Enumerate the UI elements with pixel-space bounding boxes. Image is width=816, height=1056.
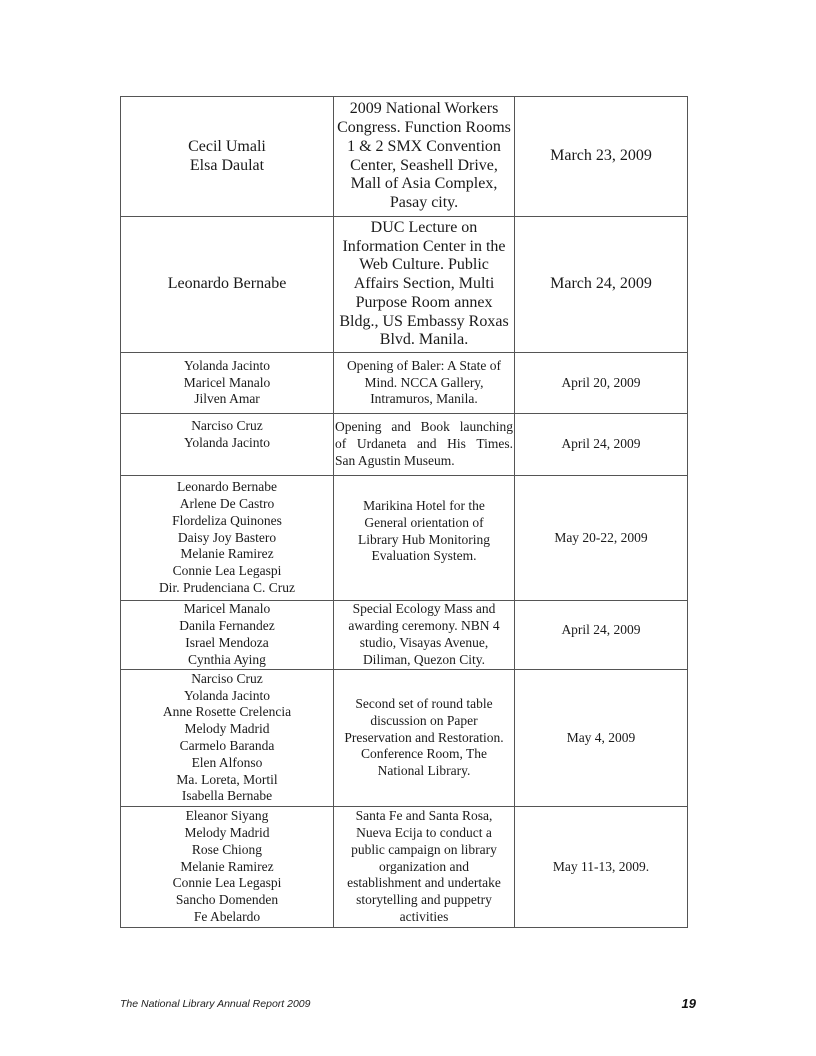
table-row: [121, 414, 688, 476]
event-line: Affairs Section, Multi: [353, 275, 495, 293]
table-row: [121, 601, 688, 670]
event-line: storytelling and puppetry: [356, 892, 492, 908]
participant-name: Leonardo Bernabe: [176, 479, 278, 495]
event-line: Santa Fe and Santa Rosa,: [355, 808, 493, 824]
table-row: [121, 217, 688, 353]
participant-name: Flordeliza Quinones: [172, 512, 282, 528]
participant-name: Melanie Ramirez: [180, 858, 274, 874]
event-line: Center, Seashell Drive,: [350, 156, 498, 174]
participant-name: Elen Alfonso: [191, 754, 263, 770]
event-cell: [334, 476, 515, 601]
event-line: DUC Lecture on: [370, 219, 478, 237]
event-line: Bldg., US Embassy Roxas: [339, 312, 509, 330]
table-row: [121, 353, 688, 414]
event-line: discussion on Paper: [370, 712, 478, 728]
participants-cell: [121, 476, 334, 601]
event-line: Opening and Book launching: [335, 419, 513, 435]
participant-name: Cecil Umali: [188, 137, 266, 155]
participants-cell: [121, 217, 334, 353]
participant-name: Isabella Bernabe: [181, 788, 273, 804]
date-cell: May 11-13, 2009.: [515, 807, 688, 928]
participants-cell: [121, 601, 334, 670]
date-cell: March 24, 2009: [515, 217, 688, 353]
participant-name: Dir. Prudenciana C. Cruz: [158, 579, 296, 595]
event-line: Opening of Baler: A State of: [346, 357, 502, 373]
participant-name: Arlene De Castro: [179, 496, 275, 511]
participant-name: Israel Mendoza: [185, 635, 269, 650]
event-line: 1 & 2 SMX Convention: [347, 137, 501, 155]
participants-cell: [121, 97, 334, 217]
event-line: Evaluation System.: [371, 548, 477, 564]
event-line: Nueva Ecija to conduct a: [356, 825, 492, 840]
date-cell: April 24, 2009: [515, 601, 688, 670]
event-line: Preservation and Restoration.: [344, 729, 504, 745]
participant-name: Anne Rosette Crelencia: [162, 704, 292, 720]
participant-name: Carmelo Baranda: [179, 738, 275, 753]
event-cell: [334, 97, 515, 217]
event-line: Blvd. Manila.: [379, 331, 469, 349]
date-cell: April 24, 2009: [515, 414, 688, 476]
event-line: Special Ecology Mass and: [352, 601, 496, 617]
table-row: [121, 670, 688, 807]
event-line: studio, Visayas Avenue,: [359, 635, 489, 650]
activities-table: [120, 96, 688, 928]
event-line: organization and: [378, 858, 470, 874]
event-line: 2009 National Workers: [349, 100, 499, 118]
event-line: activities: [399, 908, 449, 924]
table-row: [121, 476, 688, 601]
event-line: Information Center in the: [342, 237, 506, 255]
participant-name: Melody Madrid: [184, 721, 270, 737]
event-line: Library Hub Monitoring: [358, 531, 490, 547]
date-cell: April 20, 2009: [515, 353, 688, 414]
page-number: 19: [681, 996, 696, 1011]
participant-name: Yolanda Jacinto: [184, 687, 270, 703]
participant-name: Melody Madrid: [184, 825, 270, 840]
event-line: Marikina Hotel for the: [363, 498, 485, 513]
event-line: Second set of round table: [355, 696, 493, 711]
event-line: public campaign on library: [351, 841, 497, 857]
participant-name: Narciso Cruz: [191, 418, 263, 433]
event-line: Mall of Asia Complex,: [350, 175, 498, 193]
participants-cell: [121, 807, 334, 928]
event-line: Purpose Room annex: [355, 293, 493, 311]
event-line: Pasay city.: [389, 193, 459, 211]
participant-name: Fe Abelardo: [193, 908, 261, 924]
date-cell: May 20-22, 2009: [515, 476, 688, 601]
event-cell: [334, 217, 515, 353]
participant-name: Maricel Manalo: [183, 601, 271, 617]
participant-name: Cynthia Aying: [188, 651, 266, 667]
event-line: Web Culture. Public: [359, 256, 489, 274]
participant-name: Ma. Loreta, Mortil: [176, 771, 278, 787]
event-line: of Urdaneta and His Times.: [335, 436, 513, 452]
footer-report-title: The National Library Annual Report 2009: [120, 998, 311, 1010]
participant-name: Eleanor Siyang: [185, 808, 269, 824]
event-cell: [334, 414, 515, 476]
event-cell: [334, 670, 515, 807]
participants-cell: [121, 353, 334, 414]
event-cell: [334, 353, 515, 414]
participant-name: Narciso Cruz: [191, 670, 263, 686]
event-line: National Library.: [377, 763, 471, 779]
participant-name: Danila Fernandez: [179, 618, 275, 634]
event-line: Mind. NCCA Gallery,: [364, 374, 484, 390]
participant-name: Yolanda Jacinto: [184, 357, 270, 373]
participants-cell: [121, 670, 334, 807]
participant-name: Jilven Amar: [194, 391, 260, 407]
event-line: Diliman, Quezon City.: [362, 651, 486, 667]
event-line: San Agustin Museum.: [335, 452, 455, 468]
event-line: Conference Room, The: [360, 746, 488, 762]
table-row: [121, 97, 688, 217]
participant-name: Leonardo Bernabe: [167, 275, 287, 293]
participant-name: Sancho Domenden: [175, 892, 279, 908]
event-line: Congress. Function Rooms: [337, 119, 511, 137]
participant-name: Melanie Ramirez: [180, 546, 274, 562]
participant-name: Elsa Daulat: [189, 156, 265, 174]
date-cell: May 4, 2009: [515, 670, 688, 807]
participant-name: Yolanda Jacinto: [184, 434, 270, 450]
table-row: [121, 807, 688, 928]
participant-name: Daisy Joy Bastero: [177, 529, 277, 545]
participant-name: Connie Lea Legaspi: [172, 875, 282, 891]
event-line: awarding ceremony. NBN 4: [348, 618, 500, 634]
date-cell: March 23, 2009: [515, 97, 688, 217]
event-line: establishment and undertake: [347, 875, 501, 891]
participant-name: Maricel Manalo: [183, 374, 271, 390]
participants-cell: [121, 414, 334, 476]
participant-name: Connie Lea Legaspi: [172, 563, 282, 579]
event-cell: [334, 601, 515, 670]
event-cell: [334, 807, 515, 928]
event-line: Intramuros, Manila.: [370, 391, 478, 407]
participant-name: Rose Chiong: [191, 841, 263, 857]
event-line: General orientation of: [364, 514, 484, 530]
